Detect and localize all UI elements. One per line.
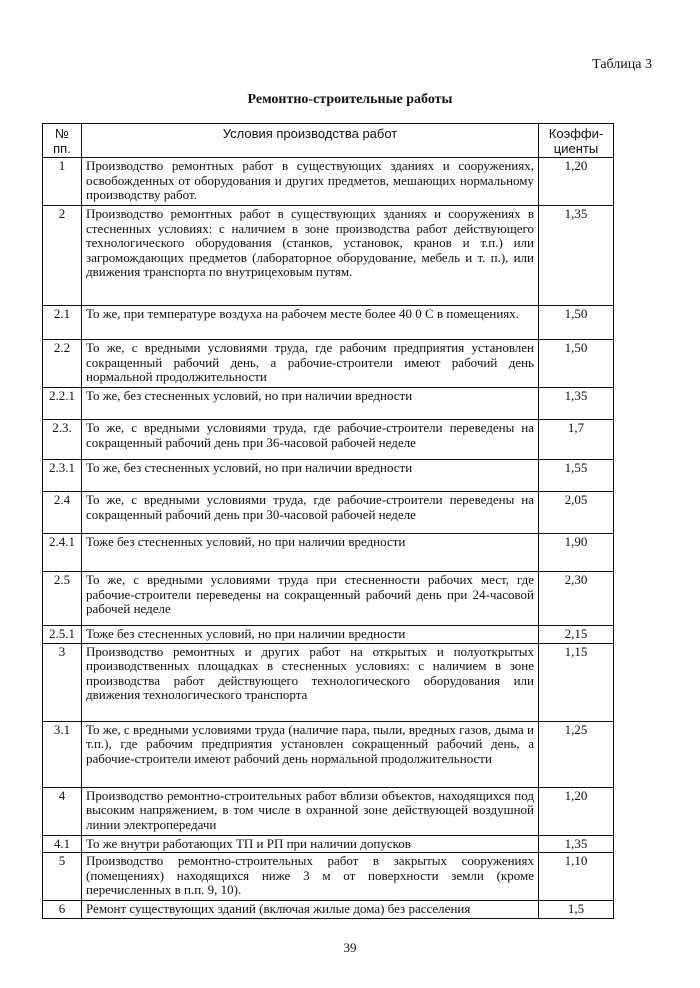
row-coefficient: 1,90 (539, 534, 614, 572)
table-row (43, 626, 614, 644)
row-coefficient: 2,30 (539, 572, 614, 626)
row-coefficient: 1,15 (539, 643, 614, 721)
row-conditions: Тоже без стесненных условий, но при наличии вредности (82, 626, 539, 644)
coefficients-table (42, 123, 614, 919)
table-row (43, 853, 614, 901)
row-coefficient: 1,5 (539, 901, 614, 919)
row-number: 3.1 (43, 721, 82, 787)
row-conditions: То же, с вредными условиями труда, где рабочим предприятия установлен сокращенный рабочий день, а рабочие-строители имеют рабочий день нормальной продолжительности (82, 340, 539, 388)
row-conditions: То же внутри работающих ТП и РП при наличии допусков (82, 835, 539, 853)
row-conditions: Ремонт существующих зданий (включая жилые дома) без расселения (82, 901, 539, 919)
table-row (43, 306, 614, 340)
header-num: № пп. (43, 124, 82, 158)
row-number: 1 (43, 158, 82, 206)
row-coefficient: 1,20 (539, 158, 614, 206)
table-row (43, 643, 614, 721)
row-number: 4.1 (43, 835, 82, 853)
row-number: 2.3.1 (43, 460, 82, 492)
table-row (43, 901, 614, 919)
header-coefficients: Коэффи-циенты (539, 124, 614, 158)
row-coefficient: 1,10 (539, 853, 614, 901)
row-coefficient: 2,05 (539, 492, 614, 534)
page-title: Ремонтно-строительные работы (247, 92, 453, 107)
row-conditions: Тоже без стесненных условий, но при наличии вредности (82, 534, 539, 572)
row-conditions: То же, без стесненных условий, но при наличии вредности (82, 460, 539, 492)
row-conditions: То же, при температуре воздуха на рабочем месте более 40 0 С в помещениях. (82, 306, 539, 340)
row-number: 5 (43, 853, 82, 901)
table-row (43, 492, 614, 534)
table-header-row (43, 124, 614, 158)
row-number: 2.2 (43, 340, 82, 388)
table-row (43, 787, 614, 835)
row-number: 6 (43, 901, 82, 919)
table-label: Таблица 3 (592, 57, 652, 72)
row-number: 3 (43, 643, 82, 721)
row-conditions: То же, с вредными условиями труда, где рабочие-строители переведены на сокращенный рабочий день при 30-часовой рабочей неделе (82, 492, 539, 534)
row-conditions: То же, с вредными условиями труда при стесненности рабочих мест, где рабочие-строители переведены на сокращенный рабочий день при 24-часовой рабочей неделе (82, 572, 539, 626)
row-coefficient: 1,35 (539, 206, 614, 306)
row-coefficient: 1,35 (539, 835, 614, 853)
row-coefficient: 1,50 (539, 340, 614, 388)
row-number: 2.5 (43, 572, 82, 626)
row-conditions: То же, без стесненных условий, но при наличии вредности (82, 388, 539, 420)
row-number: 2.4.1 (43, 534, 82, 572)
row-conditions: Производство ремонтных и других работ на открытых и полуоткрытых производственных площадках в стесненных условиях: с наличием в зоне производства работ действующего технологического оборудования или движения технологического транспорта (82, 643, 539, 721)
table-row (43, 460, 614, 492)
page-number: 39 (343, 940, 357, 955)
table-row (43, 340, 614, 388)
row-conditions: Производство ремонтных работ в существующих зданиях и сооружениях, освобожденных от оборудования и других предметов, мешающих нормальному производству работ. (82, 158, 539, 206)
row-coefficient: 1,55 (539, 460, 614, 492)
row-coefficient: 1,25 (539, 721, 614, 787)
row-number: 2.5.1 (43, 626, 82, 644)
table-row (43, 420, 614, 460)
row-conditions: То же, с вредными условиями труда, где рабочие-строители переведены на сокращенный рабочий день при 36-часовой рабочей неделе (82, 420, 539, 460)
table-row (43, 572, 614, 626)
row-conditions: Производство ремонтно-строительных работ вблизи объектов, находящихся под высоким напряжением, в том числе в охранной зоне действующей воздушной линии электропередачи (82, 787, 539, 835)
row-coefficient: 1,20 (539, 787, 614, 835)
table-row (43, 721, 614, 787)
row-number: 2.3. (43, 420, 82, 460)
row-coefficient: 1,35 (539, 388, 614, 420)
row-coefficient: 1,50 (539, 306, 614, 340)
row-coefficient: 1,7 (539, 420, 614, 460)
row-number: 2.1 (43, 306, 82, 340)
row-conditions: То же, с вредными условиями труда (наличие пара, пыли, вредных газов, дыма и т.п.), где рабочим предприятия установлен сокращенный рабочий день, а рабочие-строители имеют рабочий день нормальной продолжительности (82, 721, 539, 787)
header-conditions: Условия производства работ (82, 124, 539, 158)
table-row (43, 388, 614, 420)
row-coefficient: 2,15 (539, 626, 614, 644)
row-number: 2 (43, 206, 82, 306)
table-row (43, 158, 614, 206)
row-number: 2.2.1 (43, 388, 82, 420)
row-conditions: Производство ремонтных работ в существующих зданиях и сооружениях в стесненных условиях: с наличием в зоне производства работ действующего технологического оборудования (станков, установок, кранов и т.п.) или загромождающих предметов (лабораторное оборудование, мебель и т. п.), или движения транспорта по внутрицеховым путям. (82, 206, 539, 306)
row-number: 2.4 (43, 492, 82, 534)
row-conditions: Производство ремонтно-строительных работ в закрытых сооружениях (помещениях) находящихся ниже 3 м от поверхности земли (кроме перечисленных в п.п. 9, 10). (82, 853, 539, 901)
row-number: 4 (43, 787, 82, 835)
table-row (43, 835, 614, 853)
table-row (43, 206, 614, 306)
table-row (43, 534, 614, 572)
